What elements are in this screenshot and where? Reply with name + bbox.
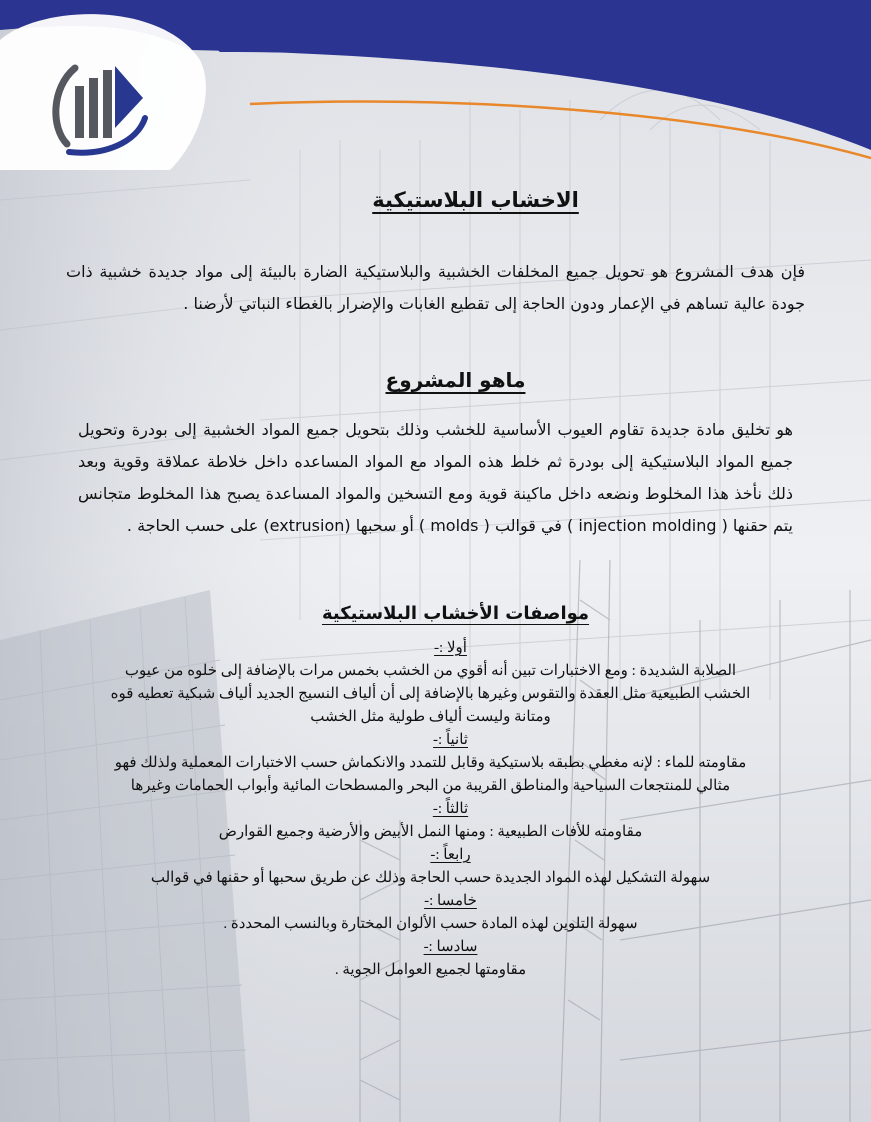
page-title: الاخشاب البلاستيكية xyxy=(372,188,579,212)
spec-item xyxy=(100,637,761,729)
spec-item xyxy=(100,936,761,982)
spec-heading: ثانياً :- xyxy=(433,732,468,748)
spec-text: مقاومته للماء : لإنه مغطي بطبقه بلاستيكية وقابل للتمدد والانكماش حسب الاختبارات المعملية ولذلك فهو مثالي للمنتجعات السياحية والمناطق القريبة من البحر والمسطحات المائية وأبواب الحمامات وغيرها xyxy=(114,755,747,794)
project-description xyxy=(78,414,793,542)
spec-heading: خامسا :- xyxy=(424,893,477,909)
project-heading: ماهو المشروع xyxy=(385,368,526,392)
spec-item xyxy=(100,890,761,936)
term-extrusion: (extrusion) xyxy=(263,516,351,535)
spec-text: سهولة التشكيل لهذه المواد الجديدة حسب الحاجة وذلك عن طريق سحبها أو حقنها في قوالب xyxy=(150,870,711,886)
spec-item xyxy=(100,798,761,844)
project-text-part2: ) في قوالب ( xyxy=(483,516,574,535)
project-text-part3: ) أو سحبها xyxy=(355,516,426,535)
intro-paragraph: فإن هدف المشروع هو تحويل جميع المخلفات الخشبية والبلاستيكية الضارة بالبيئة إلى مواد جديدة خشبية ذات جودة عالية تساهم في الإعمار ودون الحاجة إلى تقطيع الغابات والإضرار بالغطاء النباتي لأرضنا . xyxy=(66,262,805,313)
specs-list xyxy=(100,637,761,982)
spec-text: مقاومته للأفات الطبيعية : ومنها النمل الأبيض والأرضية وجميع القوارض xyxy=(218,824,643,840)
specs-heading: مواصفات الأخشاب البلاستيكية xyxy=(321,603,590,624)
spec-item xyxy=(100,844,761,890)
spec-heading: سادسا :- xyxy=(423,939,478,955)
spec-text: الصلابة الشديدة : ومع الاختبارات تبين أنه أقوي من الخشب بخمس مرات بالإضافة إلى خلوه من عيوب الخشب الطبيعية مثل العقدة والتقوس وغيرها بالإضافة إلى أن ألياف النسيج الجديد ألياف شبكية تعطيه قوه ومتانة وليست ألياف طولية مثل الخشب xyxy=(110,663,751,725)
project-text-part1: هو تخليق مادة جديدة تقاوم العيوب الأساسية للخشب وذلك بتحويل جميع المواد الخشبية إلى بودرة وتحويل جميع المواد البلاستيكية إلى بودرة ثم خلط هذه المواد مع المواد المساعده داخل خلاطة عملاقة وقوية وبعد ذلك نأخذ هذا المخلوط ونضعه داخل ماكينة قوية ومع التسخين والمواد المساعدة يصبح هذا المخلوط متجانس يتم حقنها ( xyxy=(78,420,793,535)
spec-heading: رابعاً :- xyxy=(430,847,471,863)
spec-heading: ثالثاً :- xyxy=(432,801,469,817)
spec-item xyxy=(100,729,761,798)
term-injection-molding: injection molding xyxy=(578,516,717,535)
term-molds: molds xyxy=(430,516,479,535)
spec-text: مقاومتها لجميع العوامل الجوية . xyxy=(334,962,527,978)
spec-heading: أولا :- xyxy=(434,640,467,656)
spec-text: سهولة التلوين لهذه المادة حسب الألوان المختارة وبالنسب المحددة . xyxy=(223,916,638,932)
project-text-part4: على حسب الحاجة . xyxy=(126,516,259,535)
